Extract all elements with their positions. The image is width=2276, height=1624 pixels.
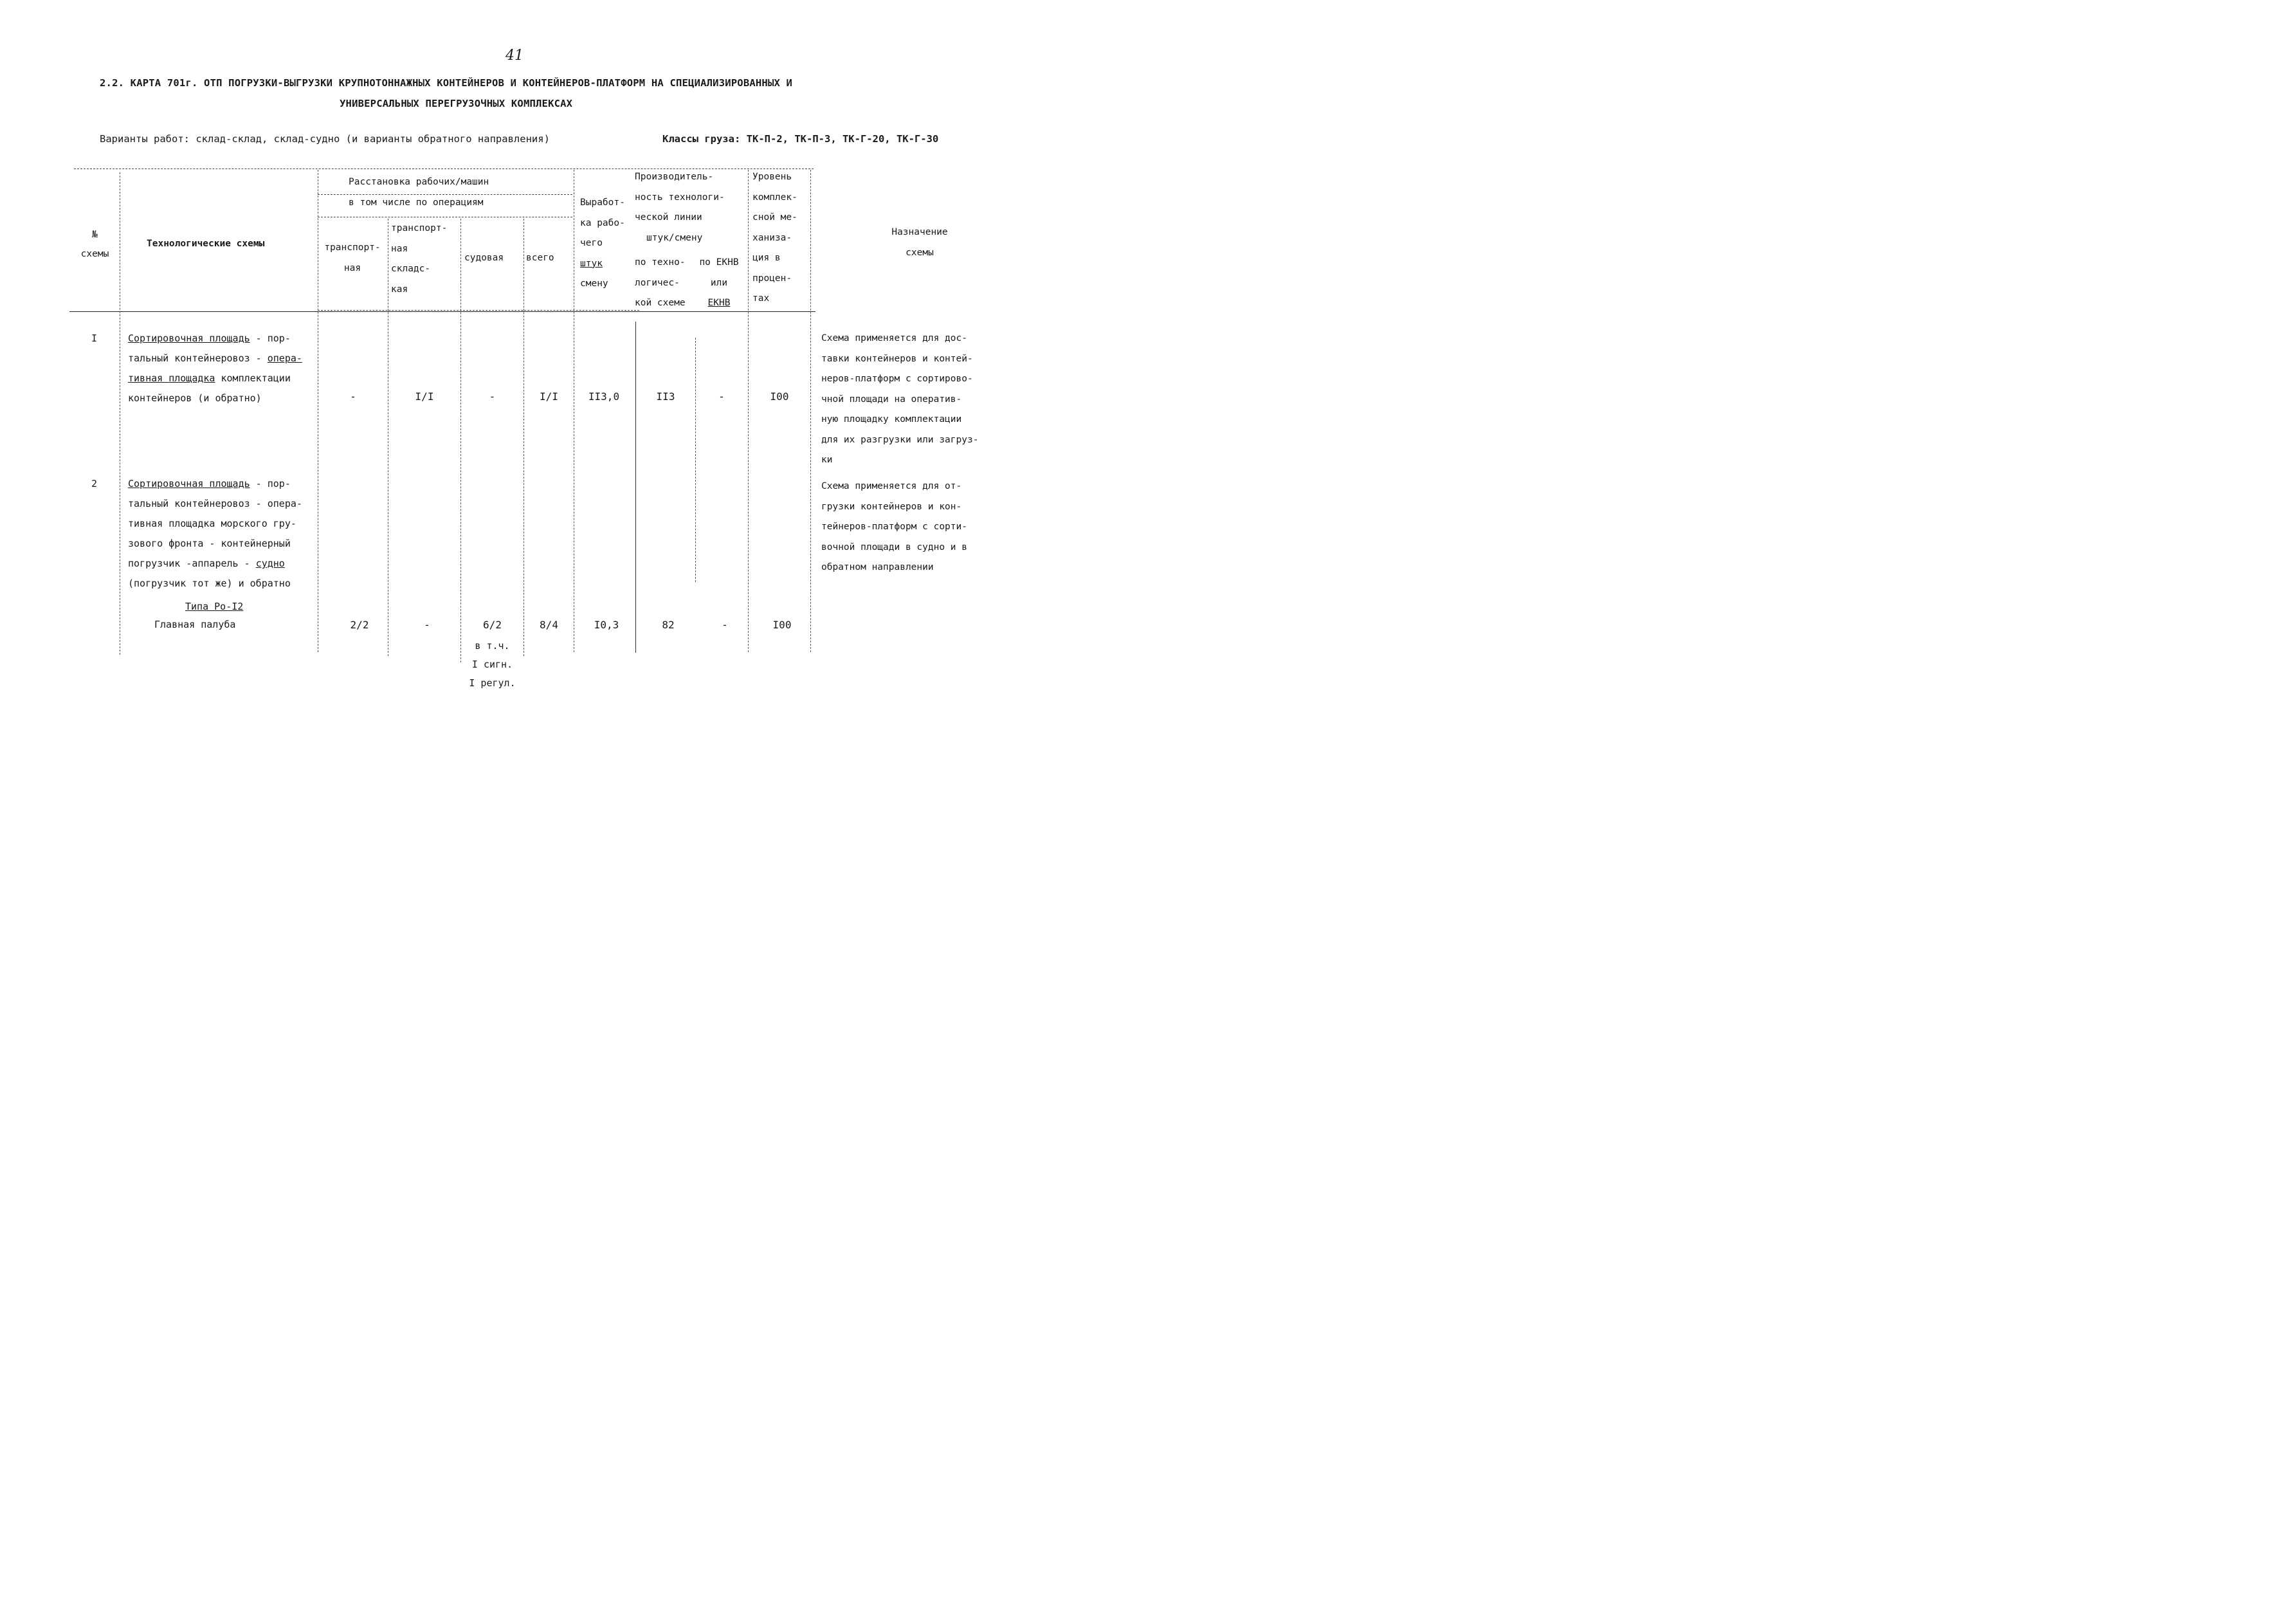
scheme-text: тивная площадка морского гру- [128,518,296,529]
header-mechanization: Уровень комплек- сной ме- ханиза- ция в процен- тах [752,172,797,304]
row-1-number: I [91,333,98,344]
scheme-line [128,369,302,388]
cargo-classes-label: Классы груза: [662,133,741,145]
row-2-op-total: 8/4 [540,619,558,631]
document-title-line-2: УНИВЕРСАЛЬНЫХ ПЕРЕГРУЗОЧНЫХ КОМПЛЕКСАХ [340,98,573,109]
scheme-underlined-term: опера- [267,352,302,364]
scheme-text: комплектации [215,372,291,384]
scheme-underlined-term: Сортировочная площадь [128,333,250,344]
scheme-line [128,554,302,574]
scheme-text: погрузчик -аппарель - [128,558,256,569]
scheme-underlined-term: судно [255,558,285,569]
row-1-op-ship: - [489,390,496,403]
header-prod-by-scheme: по техно- логичес- кой схеме [635,257,686,308]
header-output: Выработ- ка рабо- чего штук смену [580,197,625,289]
scheme-line [128,494,302,514]
scheme-underlined-term: тивная площадка [128,372,215,384]
row-2-prod-by-scheme: 82 [662,619,675,631]
cargo-classes [662,133,938,145]
scheme-text: - пор- [250,333,291,344]
header-op-transport-warehouse: транспорт- ная складс- кая [391,223,448,295]
scheme-line [128,349,302,369]
header-op-transport: транспорт- ная [324,242,381,273]
header-bottom-rule-2 [318,310,639,311]
document-title-line-1: 2.2. КАРТА 701г. ОТП ПОГРУЗКИ-ВЫГРУЗКИ КРУПНОТОННАЖНЫХ КОНТЕЙНЕРОВ И КОНТЕЙНЕРОВ-ПЛАТФОРМ НА СПЕЦИАЛИЗИРОВАННЫХ И [100,77,793,89]
row-2-op-transport-warehouse: - [424,619,430,631]
row-2-scheme [128,474,302,594]
col-sep-9 [748,170,749,652]
scheme-text: тальный контейнеровоз - опера- [128,498,302,509]
scheme-text: (погрузчик тот же) и обратно [128,578,291,589]
row-1-mechanization: I00 [770,390,789,403]
row-1-prod-by-scheme: II3 [656,390,675,403]
work-variants-label: Варианты работ: [100,133,190,145]
scheme-text: - пор- [250,478,291,489]
header-placement: Расстановка рабочих/машин [349,177,489,187]
header-technological-schemes: Технологические схемы [147,239,265,249]
header-op-ship: судовая [464,253,504,263]
scheme-line [128,388,302,408]
row-1-op-transport: - [350,390,356,403]
work-variants-value: склад-склад, склад-судно (и варианты обратного направления) [196,133,550,145]
row-1-purpose: Схема применяется для дос- тавки контейнеров и контей- неров-платформ с сортирово- чной площади на оператив- ную площадку комплектации для их разгрузки или загруз- ки [821,333,979,465]
header-productivity: Производитель- ность технологи- ческой линии штук/смену [635,172,725,243]
row-2-mechanization: I00 [772,619,792,631]
scheme-line [128,574,302,594]
col-sep-5 [523,219,524,656]
row-1-scheme [128,329,302,408]
row-2-purpose: Схема применяется для от- грузки контейнеров и кон- тейнеров-платформ с сорти- вочной площади в судно и в обратном направлении [821,481,967,572]
row-2-op-transport: 2/2 [350,619,369,631]
row-2-op-ship-notes: в т.ч. I сигн. I регул. [469,640,516,689]
scheme-line [128,474,302,494]
header-scheme-number: № схемы [80,230,109,259]
row-1-op-total: I/I [540,390,558,403]
header-placement-sub: в том числе по операциям [349,197,484,208]
row-2-output: I0,3 [594,619,619,631]
scheme-line [128,329,302,349]
cargo-classes-value: ТК-П-2, ТК-П-3, ТК-Г-20, ТК-Г-30 [746,133,939,145]
col-sep-10 [810,170,811,652]
col-sep-8 [695,338,696,582]
row-1-output: II3,0 [588,390,620,403]
work-variants [100,133,550,145]
header-op-total: всего [526,253,554,263]
scheme-underlined-term: Сортировочная площадь [128,478,250,489]
scheme-text: контейнеров (и обратно) [128,392,262,404]
header-prod-by-ekhv: по ЕКНВ или ЕКНВ [699,257,739,308]
scheme-line [128,514,302,534]
row-2-prod-by-ekhv: - [722,619,728,631]
col-sep-7 [635,322,636,653]
scheme-line [128,534,302,554]
header-purpose: Назначение схемы [891,227,948,258]
page-number: 41 [505,48,523,64]
row-2-deck: Главная палуба [154,619,236,630]
row-1-op-transport-warehouse: I/I [415,390,434,403]
scheme-text: зового фронта - контейнерный [128,538,291,549]
row-2-ship-type: Типа Ро-I2 [185,601,244,612]
col-sep-4 [460,219,461,662]
row-1-prod-by-ekhv: - [718,390,725,403]
scheme-text: тальный контейнеровоз - [128,352,268,364]
row-2-op-ship: 6/2 [483,619,502,631]
row-2-number: 2 [91,478,98,489]
